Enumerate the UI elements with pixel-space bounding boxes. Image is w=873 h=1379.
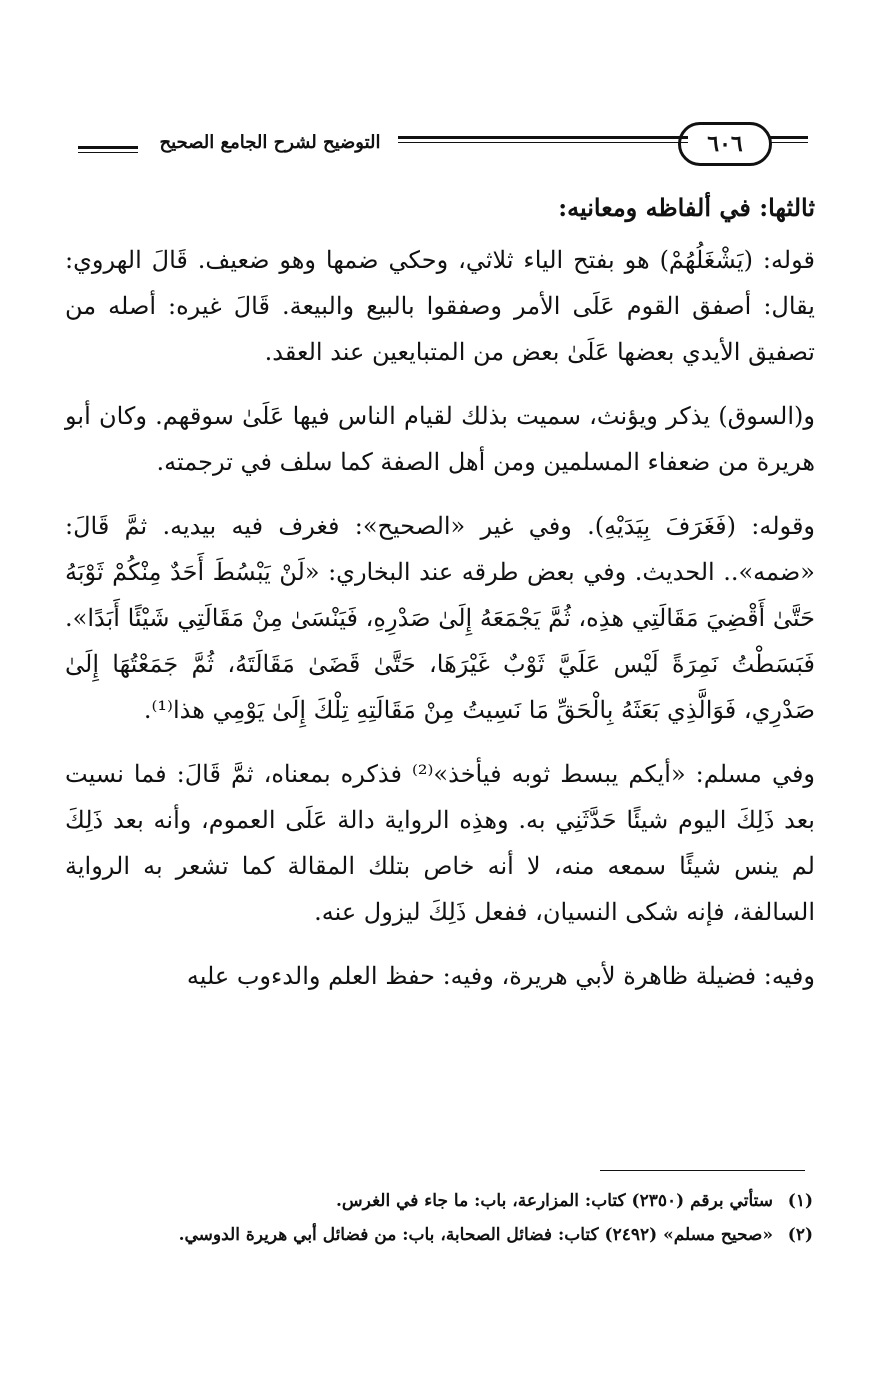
page-number: ٦٠٦ [678,122,772,166]
footnote-1 [63,1184,813,1218]
section-heading: ثالثها: في ألفاظه ومعانيه: [558,193,815,222]
header-rule-left [78,146,138,149]
paragraph-4: وفي مسلم: «أيكم يبسط ثوبه فيأخذ»⁽²⁾ فذكره بمعناه، ثمَّ قَالَ: فما نسيت بعد ذَلِكَ اليوم شيئًا حَدَّثَنِي به. وهذِه الرواية دالة عَلَى العموم، وأنه بعد ذَلِكَ لم ينس شيئًا سمعه منه، لا أنه خاص بتلك المقالة كما تشعر به الرواية السالفة، فإنه شكى النسيان، ففعل ذَلِكَ ليزول عنه. [65,760,816,926]
footnote-number: (٢) [787,1225,813,1245]
header-rule-left-thin [78,152,138,153]
paragraph-1: قوله: (يَشْغَلُهُمْ) هو بفتح الياء ثلاثي، وحكي ضمها وهو ضعيف. قَالَ الهروي: يقال: أصفق القوم عَلَى الأمر وصفقوا بالبيع والبيعة. قَالَ غيره: أصله من تصفيق الأيدي بعضها عَلَىٰ بعض من المتبايعين عند العقد. [65,246,815,366]
footnotes [63,1184,813,1252]
page-header [78,122,808,172]
running-title: التوضيح لشرح الجامع الصحيح [159,132,381,153]
main-text [65,185,815,1017]
paragraph-5: وفيه: فضيلة ظاهرة لأبي هريرة، وفيه: حفظ العلم والدءوب عليه [186,962,815,990]
footnote-text: «صحيح مسلم» (٢٤٩٢) كتاب: فضائل الصحابة، باب: من فضائل أبي هريرة الدوسي. [178,1225,773,1245]
header-rule-middle [398,136,688,139]
paragraph-3: وقوله: (فَغَرَفَ بِيَدَيْهِ). وفي غير «الصحيح»: فغرف فيه بيديه. ثمَّ قَالَ: «ضمه».. الحديث. وفي بعض طرقه عند البخاري: «لَنْ يَبْسُطَ أَحَدٌ مِنْكُمْ ثَوْبَهُ حَتَّىٰ أَقْضِيَ مَقَالَتِي هذِه، ثُمَّ يَجْمَعَهُ إِلَىٰ صَدْرِهِ، فَيَنْسَىٰ مِنْ مَقَالَتِي شَيْئًا أَبَدًا». فَبَسَطْتُ نَمِرَةً لَيْس عَلَيَّ ثَوْبٌ غَيْرَهَا، حَتَّىٰ قَضَىٰ مَقَالَتَهُ، ثُمَّ جَمَعْتُهَا إِلَىٰ صَدْرِي، فَوَالَّذِي بَعَثَهُ بِالْحَقِّ مَا نَسِيتُ مِنْ مَقَالَتِهِ تِلْكَ إِلَىٰ يَوْمِي هذا⁽¹⁾. [65,512,815,724]
header-rule-right [770,136,808,139]
footnote-text: ستأتي برقم (٢٣٥٠) كتاب: المزارعة، باب: ما جاء في الغرس. [336,1191,773,1211]
footnote-number: (١) [787,1191,813,1211]
header-rule-right-thin [770,142,808,143]
paragraph-2: و(السوق) يذكر ويؤنث، سميت بذلك لقيام الناس فيها عَلَىٰ سوقهم. وكان أبو هريرة من ضعفاء المسلمين ومن أهل الصفة كما سلف في ترجمته. [65,402,815,476]
footnote-2 [63,1218,813,1252]
header-rule-middle-thin [398,142,688,143]
footnote-separator [600,1170,805,1171]
